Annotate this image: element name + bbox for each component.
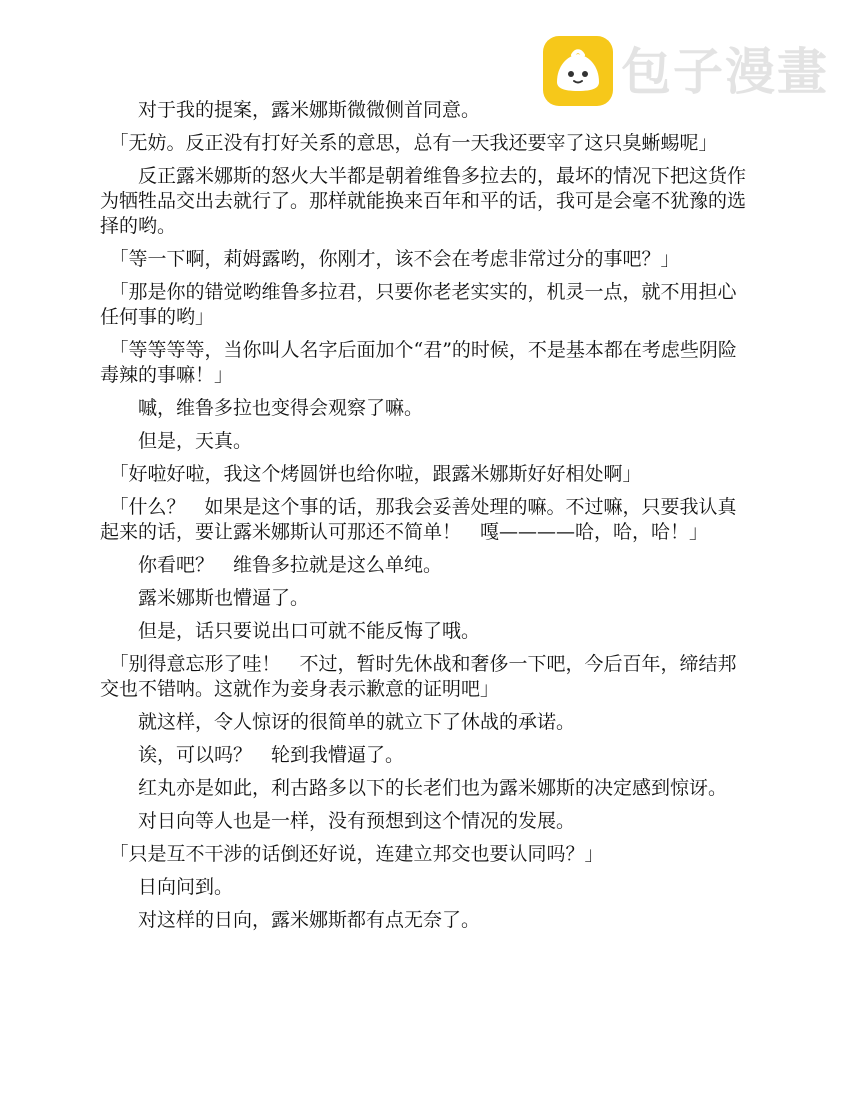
paragraph: 「什么？ 如果是这个事的话，那我会妥善处理的嘛。不过嘛，只要我认真起来的话，要让露米娜斯认可那还不简单！ 嘎————哈，哈，哈！」 <box>100 496 737 543</box>
brand-name: 包子漫畫 <box>621 43 829 101</box>
paragraph: 「无妨。反正没有打好关系的意思，总有一天我还要宰了这只臭蜥蜴呢」 <box>100 132 718 154</box>
paragraph: 红丸亦是如此，利古路多以下的长老们也为露米娜斯的决定感到惊讶。 <box>100 777 728 799</box>
paragraph: 「别得意忘形了哇！ 不过，暂时先休战和奢侈一下吧，今后百年，缔结邦交也不错呐。这就作为妾身表示歉意的证明吧」 <box>100 653 737 700</box>
paragraph: 「那是你的错觉哟维鲁多拉君，只要你老老实实的，机灵一点，就不用担心任何事的哟」 <box>100 281 737 328</box>
text-body <box>100 98 748 941</box>
paragraph: 诶，可以吗？ 轮到我懵逼了。 <box>100 744 405 766</box>
paragraph: 对这样的日向，露米娜斯都有点无奈了。 <box>100 909 481 931</box>
paragraph: 「等等等等，当你叫人名字后面加个“君”的时候，不是基本都在考虑些阴险毒辣的事嘛！」 <box>100 339 737 386</box>
paragraph: 反正露米娜斯的怒火大半都是朝着维鲁多拉去的，最坏的情况下把这货作为牺牲品交出去就行了。那样就能换来百年和平的话，我可是会毫不犹豫的选择的哟。 <box>100 165 747 237</box>
paragraph: 嘁，维鲁多拉也变得会观察了嘛。 <box>100 397 424 419</box>
paragraph: 你看吧？ 维鲁多拉就是这么单纯。 <box>100 554 443 576</box>
paragraph: 「好啦好啦，我这个烤圆饼也给你啦，跟露米娜斯好好相处啊」 <box>100 463 642 485</box>
paragraph: 对于我的提案，露米娜斯微微侧首同意。 <box>100 99 481 121</box>
paragraph: 对日向等人也是一样，没有预想到这个情况的发展。 <box>100 810 576 832</box>
paragraph: 但是，天真。 <box>100 430 253 452</box>
paragraph: 「等一下啊，莉姆露哟，你刚才，该不会在考虑非常过分的事吧？」 <box>100 248 680 270</box>
paragraph: 但是，话只要说出口可就不能反悔了哦。 <box>100 620 481 642</box>
paragraph: 「只是互不干涉的话倒还好说，连建立邦交也要认同吗？」 <box>100 843 604 865</box>
paragraph: 就这样，令人惊讶的很简单的就立下了休战的承诺。 <box>100 711 576 733</box>
paragraph: 露米娜斯也懵逼了。 <box>100 587 310 609</box>
bun-logo-icon <box>543 36 613 106</box>
paragraph: 日向问到。 <box>100 876 234 898</box>
